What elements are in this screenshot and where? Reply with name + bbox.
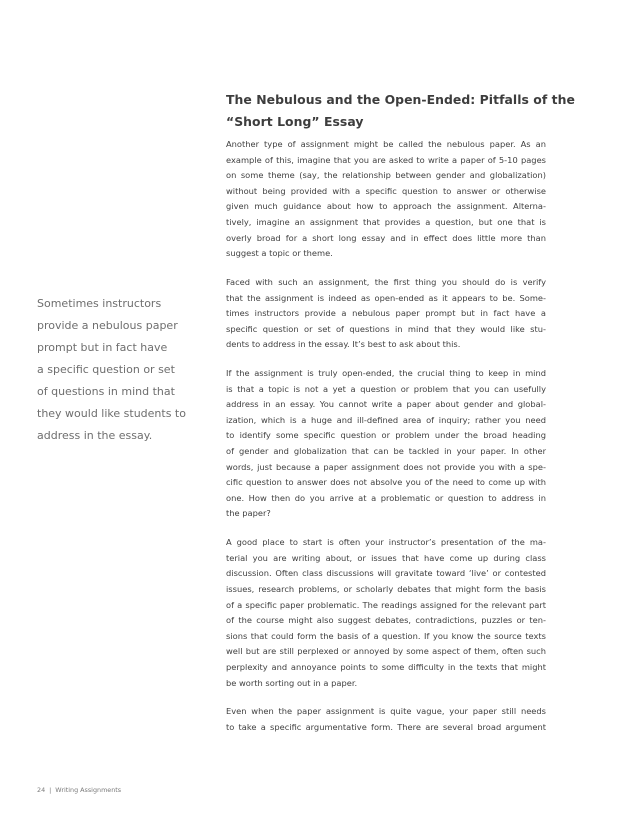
text-line: If the assignment is truly open-ended, the crucial thing to keep in mind — [226, 368, 546, 379]
text-line: to take a specific argumentative form. There are several broad argument — [226, 721, 546, 732]
text-line: cific question to answer does not absolve you of the need to come up with — [226, 477, 546, 488]
text-line: to identify some specific question or problem under the broad heading — [226, 430, 546, 441]
text-line: ization, which is a huge and ill-defined area of inquiry; rather you need — [226, 414, 546, 425]
main-column — [226, 89, 575, 749]
text-line: discussion. Often class discussions will gravitate toward ‘live’ or contested — [226, 568, 546, 579]
text-line: the paper? — [226, 508, 271, 519]
text-line: Even when the paper assignment is quite vague, your paper still needs — [226, 706, 546, 717]
section-heading-line: The Nebulous and the Open-Ended: Pitfalls of the — [226, 92, 575, 107]
text-line: sions that could form the basis of a question. If you know the source texts — [226, 630, 546, 641]
pull-quote-line: a specific question or set — [37, 363, 175, 376]
section-heading-line: “Short Long” Essay — [226, 114, 364, 129]
pull-quote-line: prompt but in fact have — [37, 341, 168, 354]
text-line: times instructors provide a nebulous paper prompt but in fact have a — [226, 308, 546, 319]
text-line: given much guidance about how to approach the assignment. Alterna- — [226, 201, 546, 212]
text-line: without being provided with a specific question to answer or otherwise — [226, 185, 546, 196]
section-heading — [226, 89, 575, 133]
paragraph-4 — [226, 535, 546, 691]
page-number: 24 — [37, 786, 46, 794]
page-footer — [37, 786, 121, 794]
paragraph-5 — [226, 704, 546, 735]
text-line: is that a topic is not a yet a question or problem that you can usefully — [226, 383, 546, 394]
text-line: dents to address in the essay. It’s best to ask about this. — [226, 339, 461, 350]
text-line: one. How then do you arrive at a problematic or question to address in — [226, 492, 546, 503]
text-line: example of this, imagine that you are asked to write a paper of 5-10 pages — [226, 154, 546, 165]
pull-quote-line: provide a nebulous paper — [37, 319, 178, 332]
text-line: well but are still perplexed or annoyed by some aspect of them, often such — [226, 646, 546, 657]
text-line: address in an essay. You cannot write a paper about gender and global- — [226, 399, 546, 410]
paragraph-1 — [226, 137, 546, 262]
text-line: be worth sorting out in a paper. — [226, 677, 358, 688]
paragraph-2 — [226, 275, 546, 353]
pull-quote-line: they would like students to — [37, 407, 186, 420]
text-line: A good place to start is often your instructor’s presentation of the ma- — [226, 537, 546, 548]
pull-quote-line: address in the essay. — [37, 429, 153, 442]
pull-quote-line: of questions in mind that — [37, 385, 175, 398]
text-line: specific question or set of questions in mind that they would like stu- — [226, 323, 546, 334]
footer-section-title: Writing Assignments — [55, 786, 122, 794]
text-line: on some theme (say, the relationship between gender and globalization) — [226, 170, 546, 181]
text-line: suggest a topic or theme. — [226, 248, 333, 259]
text-line: Another type of assignment might be called the nebulous paper. As an — [226, 139, 546, 149]
text-line: overly broad for a short long essay and in effect does little more than — [226, 232, 546, 243]
text-line: words, just because a paper assignment does not provide you with a spe- — [226, 461, 546, 472]
text-line: issues, research problems, or scholarly debates that might form the basis — [226, 584, 546, 594]
text-line: terial you are writing about, or issues that have come up during class — [226, 552, 546, 563]
text-line: Faced with such an assignment, the first thing you should do is verify — [226, 276, 546, 287]
paragraph-3 — [226, 366, 546, 522]
text-line: perplexity and annoyance points to some difficulty in the texts that might — [226, 661, 546, 672]
text-line: tively, imagine an assignment that provides a question, but one that is — [226, 216, 546, 227]
pull-quote — [37, 293, 186, 447]
text-line: of gender and globalization that can be tackled in your paper. In other — [226, 446, 546, 457]
text-line: of a specific paper problematic. The readings assigned for the relevant part — [226, 599, 546, 610]
pull-quote-line: Sometimes instructors — [37, 297, 162, 310]
text-line: that the assignment is indeed as open-ended as it appears to be. Some- — [226, 292, 546, 303]
text-line: of the course might also suggest debates, contradictions, puzzles or ten- — [226, 615, 546, 626]
footer-separator: | — [49, 786, 52, 794]
